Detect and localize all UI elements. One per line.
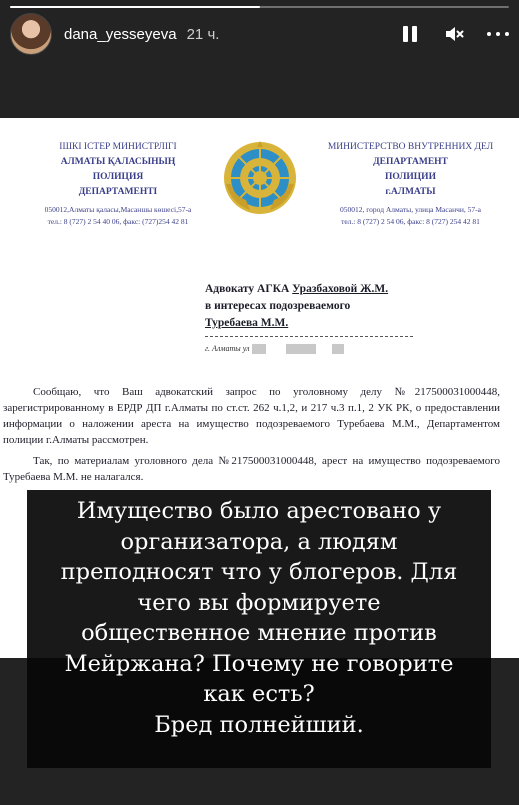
right-contacts-line: тел.: 8 (727) 2 54 06, факс: 8 (727) 254 42 81 xyxy=(341,217,480,226)
addressee-name: Уразбаховой Ж.М. xyxy=(292,283,389,295)
suspect-name: Туребаева М.М. xyxy=(205,317,289,329)
more-icon[interactable] xyxy=(487,23,509,45)
left-header-line: ІШКІ ІСТЕР МИНИСТРЛІГІ xyxy=(59,142,177,152)
right-ministry-header xyxy=(318,140,503,228)
signature-divider xyxy=(205,336,413,337)
left-contacts-line: тел.: 8 (727) 2 54 40 06, факс: (727)254 42 81 xyxy=(47,217,189,226)
letter-paragraph: Сообщаю, что Ваш адвокатский запрос по уголовному делу №217500031000448, зарегистрированному в ЕРДР ДП г.Алматы по ст.ст. 262 ч.1,2, и 217 ч.3 п.1, 2 УК РК, о предоставлении информации о наложении ареста на имущество подозреваемого Туребаева М.М., Департаментом полиции г.Алматы рассмотрен. xyxy=(3,386,500,446)
avatar[interactable] xyxy=(10,13,52,55)
redaction-mark xyxy=(286,344,316,354)
redaction-mark xyxy=(252,344,266,354)
addressee-prefix: Адвокату АГКА xyxy=(205,283,290,295)
overlay-line: Бред полнейший. xyxy=(154,711,364,738)
kazakhstan-emblem-icon xyxy=(222,140,298,216)
overlay-line: Имущество было арестовано у xyxy=(76,498,442,524)
story-progress-fill xyxy=(10,6,260,8)
left-header-line: АЛМАТЫ ҚАЛАСЫНЫҢ xyxy=(60,157,176,167)
left-header-line: ПОЛИЦИЯ xyxy=(92,172,144,182)
addressee-line: в интересах подозреваемого xyxy=(205,300,351,312)
city-address-text: г. Алматы ул xyxy=(205,344,250,353)
right-address-line: 050012, город Алматы, улица Масанчи, 57-а xyxy=(340,205,481,214)
username[interactable]: dana_yesseyeva xyxy=(64,25,177,43)
overlay-line: как есть? xyxy=(203,681,315,707)
mute-icon[interactable] xyxy=(443,23,465,45)
letter-paragraph: Так, по материалам уголовного дела №217500031000448, арест на имущество подозреваемого Туребаева М.М. не налагался. xyxy=(3,455,500,483)
story-time: 21 ч. xyxy=(186,25,220,43)
overlay-line: общественное мнение против xyxy=(81,620,437,646)
letter-body xyxy=(0,384,500,490)
right-header-line: ДЕПАРТАМЕНТ xyxy=(373,157,448,167)
right-header-line: МИНИСТЕРСТВО ВНУТРЕННИХ ДЕЛ xyxy=(327,142,494,152)
city-address-line xyxy=(205,344,344,354)
overlay-line: Мейржана? Почему не говорите xyxy=(64,650,454,677)
overlay-line: преподносят что у блогеров. Для xyxy=(60,559,458,585)
story-controls xyxy=(399,23,509,45)
left-address-line: 050012,Алматы қаласы,Масаншы көшесі,57-а xyxy=(44,205,192,214)
left-header-line: ДЕПАРТАМЕНТІ xyxy=(78,187,158,197)
overlay-line: чего вы формируете xyxy=(137,589,381,616)
overlay-line: организатора, а людям xyxy=(120,528,398,555)
story-header xyxy=(10,14,509,54)
pause-icon[interactable] xyxy=(399,23,421,45)
redaction-mark xyxy=(332,344,344,354)
left-ministry-header xyxy=(28,140,208,228)
story-progress-bar xyxy=(10,6,509,8)
story-text-overlay xyxy=(27,490,491,768)
right-header-line: ПОЛИЦИИ xyxy=(385,172,436,182)
addressee-block xyxy=(205,281,388,332)
right-header-line: г.АЛМАТЫ xyxy=(385,187,436,197)
